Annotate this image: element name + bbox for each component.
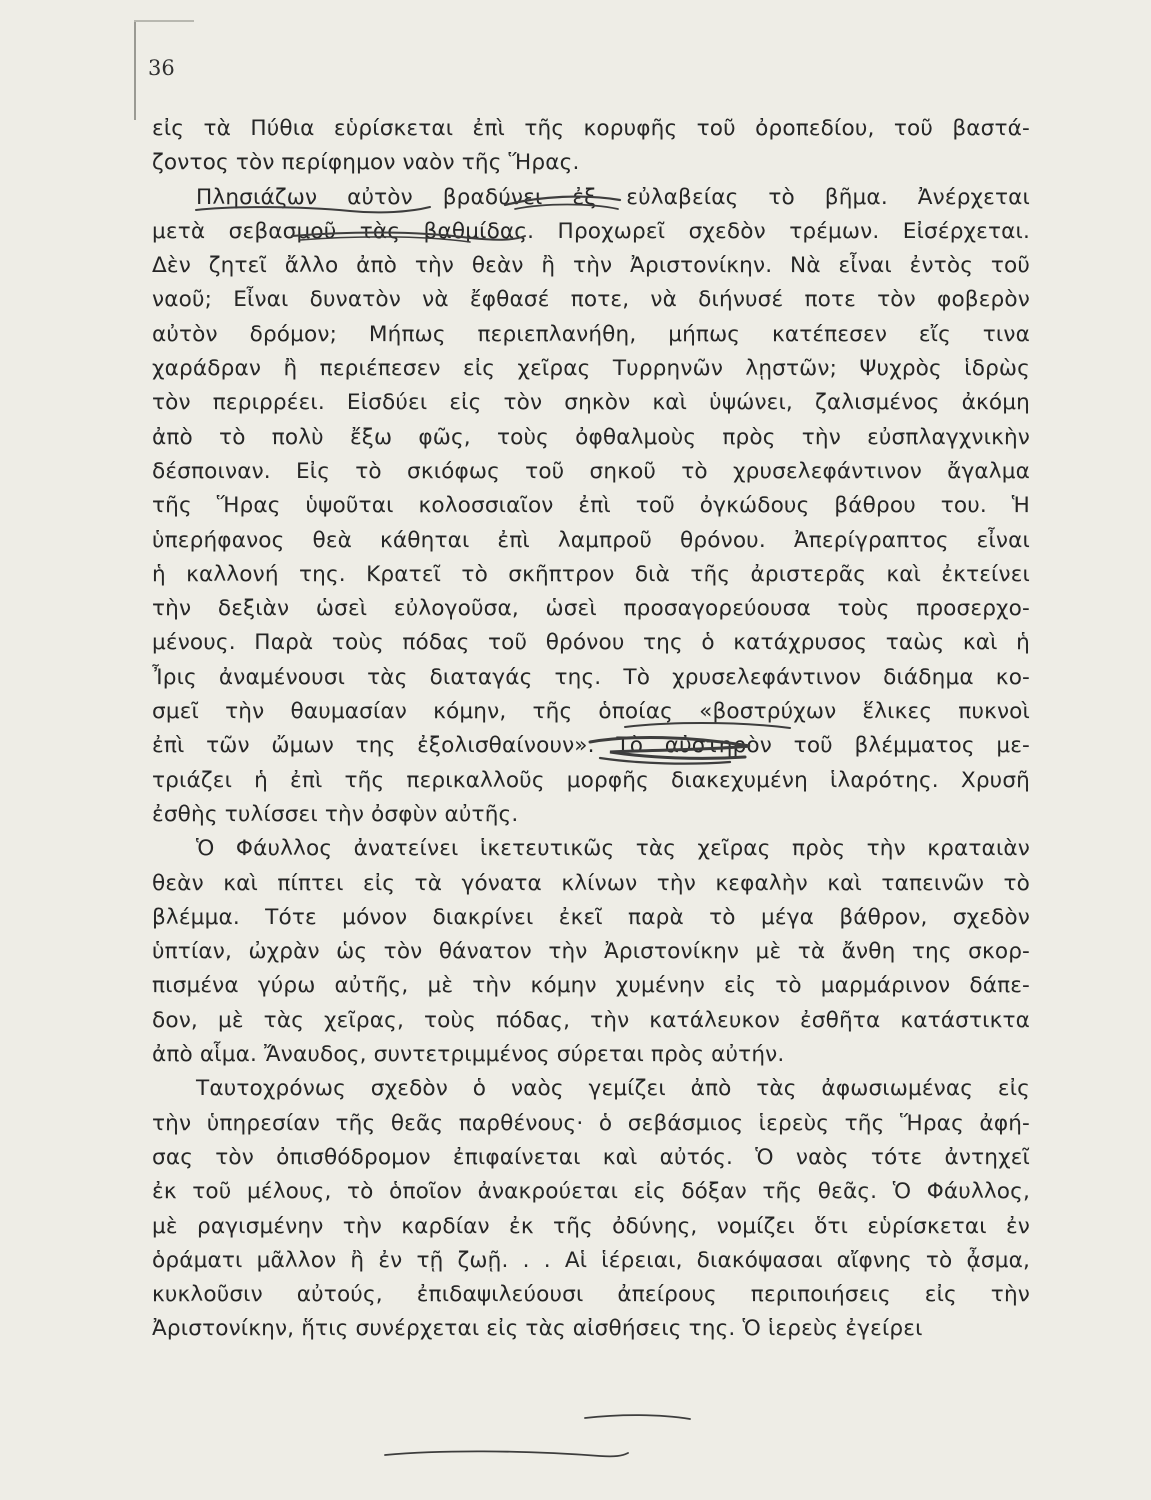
text-line: τὴν ὑπηρεσίαν τῆς θεᾶς παρθένους· ὁ σεβάσμιος ἱερεὺς τῆς Ἥρας ἀφή- <box>152 1110 1030 1136</box>
text-line: σας τὸν ὀπισθόδρομον ἐπιφαίνεται καὶ αὐτός. Ὁ ναὸς τότε ἀντηχεῖ <box>152 1144 1030 1170</box>
text-line: τῆς Ἥρας ὑψοῦται κολοσσιαῖον ἐπὶ τοῦ ὀγκώδους βάθρου του. Ἡ <box>152 493 1030 519</box>
page-number: 36 <box>148 56 175 80</box>
text-line: σμεῖ τὴν θαυμασίαν κόμην, τῆς ὁποίας «βοστρύχων ἕλικες πυκνοὶ <box>152 699 1030 725</box>
text-line: μετὰ σεβασμοῦ τὰς βαθμίδας. Προχωρεῖ σχεδὸν τρέμων. Εἰσέρχεται. <box>152 218 1030 244</box>
text-line: ὑπτίαν, ὠχρὰν ὡς τὸν θάνατον τὴν Ἀριστονίκην μὲ τὰ ἄνθη της σκορ- <box>152 939 1030 965</box>
text-line: τὸν περιρρέει. Εἰσδύει εἰς τὸν σηκὸν καὶ ὑψώνει, ζαλισμένος ἀκόμη <box>152 390 1030 416</box>
text-line: βλέμμα. Τότε μόνον διακρίνει ἐκεῖ παρὰ τὸ μέγα βάθρον, σχεδὸν <box>152 904 1030 930</box>
text-line: Ταυτοχρόνως σχεδὸν ὁ ναὸς γεμίζει ἀπὸ τὰς ἀφωσιωμένας εἰς <box>196 1076 1030 1102</box>
text-line: πισμένα γύρω αὐτῆς, μὲ τὴν κόμην χυμένην εἰς τὸ μαρμάρινον δάπε- <box>152 973 1030 999</box>
text-line: Πλησιάζων αὐτὸν βραδύνει ἐξ εὐλαβείας τὸ βῆμα. Ἀνέρχεται <box>196 184 1030 210</box>
text-line: εἰς τὰ Πύθια εὑρίσκεται ἐπὶ τῆς κορυφῆς τοῦ ὀροπεδίου, τοῦ βαστά- <box>152 116 1030 141</box>
pen-underline-mark <box>585 1415 690 1419</box>
text-line: Ἶρις ἀναμένουσι τὰς διαταγάς της. Τὸ χρυσελεφάντινον διάδημα κο- <box>152 664 1030 690</box>
text-line: δέσποιναν. Εἰς τὸ σκιόφως τοῦ σηκοῦ τὸ χρυσελεφάντινον ἄγαλμα <box>152 458 1030 484</box>
crop-mark-vertical <box>134 20 136 120</box>
text-line: θεὰν καὶ πίπτει εἰς τὰ γόνατα κλίνων τὴν κεφαλὴν καὶ ταπεινῶν τὸ <box>152 870 1030 896</box>
text-line: δον, μὲ τὰς χεῖρας, τοὺς πόδας, τὴν κατάλευκον ἐσθῆτα κατάστικτα <box>152 1007 1030 1033</box>
text-line: μένους. Παρὰ τοὺς πόδας τοῦ θρόνου της ὁ κατάχρυσος ταὼς καὶ ἡ <box>152 630 1030 656</box>
text-line: μὲ ραγισμένην τὴν καρδίαν ἐκ τῆς ὀδύνης, νομίζει ὅτι εὑρίσκεται ἐν <box>152 1213 1030 1239</box>
text-line: τὴν δεξιὰν ὡσεὶ εὐλογοῦσα, ὡσεὶ προσαγορεύουσα τοὺς προσερχο- <box>152 596 1030 622</box>
text-line: ἐπὶ τῶν ὤμων της ἐξολισθαίνουν». Τὸ αὐστηρὸν τοῦ βλέμματος με- <box>152 733 1030 759</box>
text-line: ναοῦ; Εἶναι δυνατὸν νὰ ἔφθασέ ποτε, νὰ διήνυσέ ποτε τὸν φοβερὸν <box>152 287 1030 313</box>
text-line: ἐσθὴς τυλίσσει τὴν ὀσφὺν αὐτῆς. <box>152 801 519 827</box>
text-line: τριάζει ἡ ἐπὶ τῆς περικαλλοῦς μορφῆς διακεχυμένη ἱλαρότης. Χρυσῆ <box>152 767 1030 793</box>
text-line: κυκλοῦσιν αὐτούς, ἐπιδαψιλεύουσι ἀπείρους περιποιήσεις εἰς τὴν <box>152 1282 1030 1308</box>
text-line: χαράδραν ἢ περιέπεσεν εἰς χεῖρας Τυρρηνῶν λῃστῶν; Ψυχρὸς ἱδρὼς <box>152 356 1030 382</box>
text-line: Δὲν ζητεῖ ἄλλο ἀπὸ τὴν θεὰν ἢ τὴν Ἀριστονίκην. Νὰ εἶναι ἐντὸς τοῦ <box>152 253 1030 279</box>
text-line: ἀπὸ τὸ πολὺ ἔξω φῶς, τοὺς ὀφθαλμοὺς πρὸς τὴν εὐσπλαγχνικὴν <box>152 424 1030 450</box>
pen-strike-mark <box>385 1451 628 1456</box>
text-line: ὁράματι μᾶλλον ἢ ἐν τῇ ζωῇ. . . Αἱ ἱέρειαι, διακόψασαι αἴφνης τὸ ᾆσμα, <box>152 1247 1030 1273</box>
text-line: Ὁ Φάυλλος ἀνατείνει ἱκετευτικῶς τὰς χεῖρας πρὸς τὴν κραταιὰν <box>196 836 1030 862</box>
text-line: ἐκ τοῦ μέλους, τὸ ὁποῖον ἀνακρούεται εἰς δόξαν τῆς θεᾶς. Ὁ Φάυλλος, <box>152 1179 1030 1205</box>
text-line: ἀπὸ αἷμα. Ἄναυδος, συντετριμμένος σύρεται πρὸς αὐτήν. <box>152 1042 785 1068</box>
body-text <box>152 112 1030 1347</box>
text-line: ὑπερήφανος θεὰ κάθηται ἐπὶ λαμπροῦ θρόνου. Ἀπερίγραπτος εἶναι <box>152 527 1030 553</box>
text-line: αὐτὸν δρόμον; Μήπως περιεπλανήθη, μήπως κατέπεσεν εἴς τινα <box>152 321 1030 347</box>
text-line: Ἀριστονίκην, ἥτις συνέρχεται εἰς τὰς αἰσθήσεις της. Ὁ ἱερεὺς ἐγείρει <box>152 1316 923 1342</box>
crop-mark-horizontal <box>134 20 194 22</box>
text-line: ἡ καλλονή της. Κρατεῖ τὸ σκῆπτρον διὰ τῆς ἀριστερᾶς καὶ ἐκτείνει <box>152 561 1030 587</box>
text-line: ζοντος τὸν περίφημον ναὸν τῆς Ἥρας. <box>152 150 580 176</box>
